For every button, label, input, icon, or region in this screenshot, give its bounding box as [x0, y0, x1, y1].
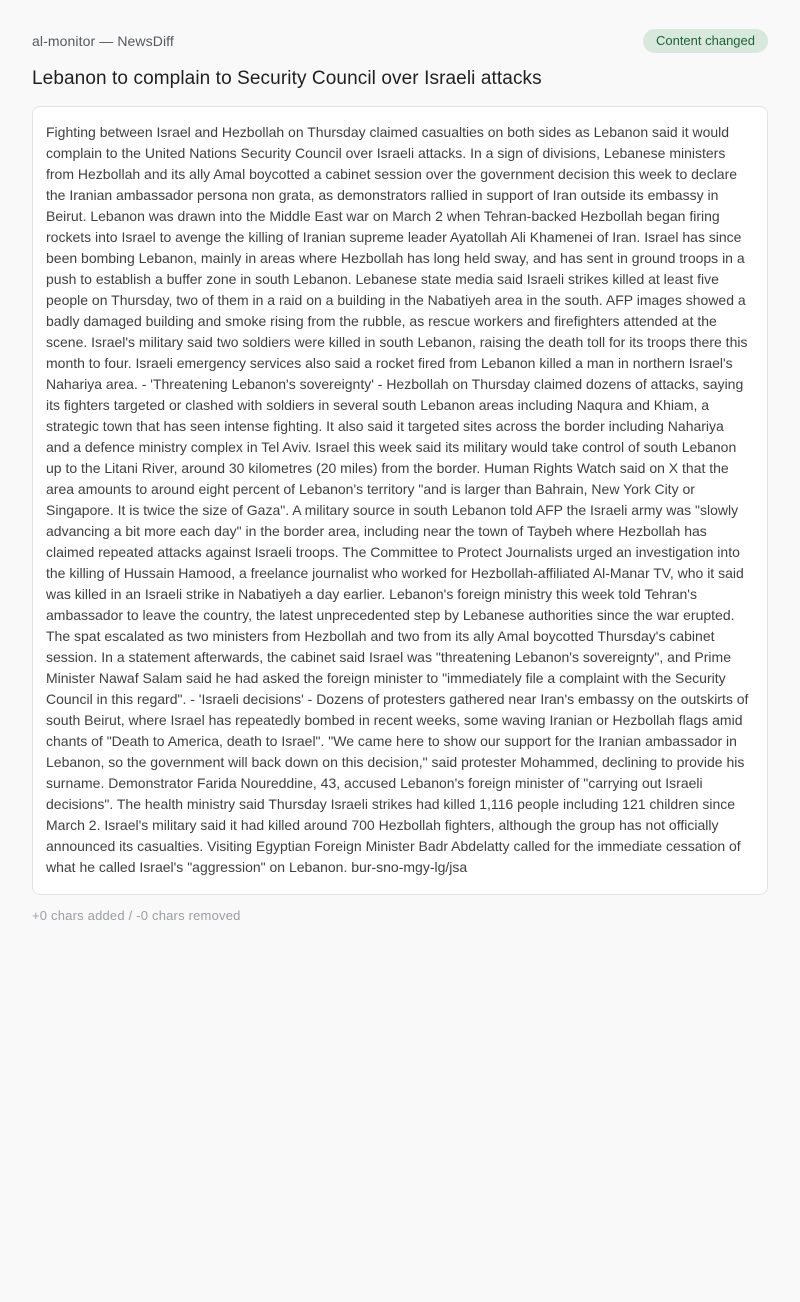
article-body-text: Fighting between Israel and Hezbollah on Thursday claimed casualties on both sides as Lebanon said it would complain to the United Nations Security Council over Israeli attacks. In a sign of divisions, Lebanese ministers from Hezbollah and its ally Amal boycotted a cabinet session over the government decision this week to declare the Iranian ambassador persona non grata, as demonstrators rallied in support of Iran outside its embassy in Beirut. Lebanon was drawn into the Middle East war on March 2 when Tehran-backed Hezbollah began firing rockets into Israel to avenge the killing of Iranian supreme leader Ayatollah Ali Khamenei of Iran. Israel has since been bombing Lebanon, mainly in areas where Hezbollah has long held sway, and has sent in ground troops in a push to establish a buffer zone in south Lebanon. Lebanese state media said Israeli strikes killed at least five people on Thursday, two of them in a raid on a building in the Nabatiyeh area in the south. AFP images showed a badly damaged building and smoke rising from the rubble, as rescue workers and firefighters attended at the scene. Israel's military said two soldiers were killed in south Lebanon, raising the death toll for its troops there this month to four. Israeli emergency services also said a rocket fired from Lebanon killed a man in northern Israel's Nahariya area. - 'Threatening Lebanon's sovereignty' - Hezbollah on Thursday claimed dozens of attacks, saying its fighters targeted or clashed with soldiers in several south Lebanon areas including Naqura and Khiam, a strategic town that has seen intense fighting. It also said it targeted sites across the border including Nahariya and a defence ministry complex in Tel Aviv. Israel this week said its military would take control of south Lebanon up to the Litani River, around 30 kilometres (20 miles) from the border. Human Rights Watch said on X that the area amounts to around eight percent of Lebanon's territory "and is larger than Bahrain, New York City or Singapore. It is twice the size of Gaza". A military source in south Lebanon told AFP the Israeli army was "slowly advancing a bit more each day" in the border area, including near the town of Taybeh where Hezbollah has claimed repeated attacks against Israeli troops. The Committee to Protect Journalists urged an investigation into the killing of Hussain Hamood, a freelance journalist who worked for Hezbollah-affiliated Al-Manar TV, who it said was killed in an Israeli strike in Nabatiyeh a day earlier. Lebanon's foreign ministry this week told Tehran's ambassador to leave the country, the latest unprecedented step by Lebanese authorities since the war erupted. The spat escalated as two ministers from Hezbollah and two from its ally Amal boycotted Thursday's cabinet session. In a statement afterwards, the cabinet said Israel was "threatening Lebanon's sovereignty", and Prime Minister Nawaf Salam said he had asked the foreign minister to "immediately file a complaint with the Security Council in this regard". - 'Israeli decisions' - Dozens of protesters gathered near Iran's embassy on the outskirts of south Beirut, where Israel has repeatedly bombed in recent weeks, some waving Iranian or Hezbollah flags amid chants of "Death to America, death to Israel". "We came here to show our support for the Iranian ambassador in Lebanon, so the government will back down on this decision," said protester Mohammed, declining to provide his surname. Demonstrator Farida Noureddine, 43, accused Lebanon's foreign minister of "carrying out Israeli decisions". The health ministry said Thursday Israeli strikes had killed 1,116 people including 121 children since March 2. Israel's military said it had killed around 700 Hezbollah fighters, although the group has not officially announced its casualties. Visiting Egyptian Foreign Minister Badr Abdelatty called for the immediate cessation of what he called Israel's "aggression" on Lebanon. bur-sno-mgy-lg/jsa — [46, 124, 749, 875]
article-title: Lebanon to complain to Security Council over Israeli attacks — [32, 68, 542, 89]
source-label: al-monitor — NewsDiff — [32, 33, 174, 49]
content-changed-badge: Content changed — [643, 29, 768, 53]
header-row — [32, 30, 768, 52]
diff-summary: +0 chars added / -0 chars removed — [32, 908, 241, 923]
article-card — [32, 106, 768, 895]
